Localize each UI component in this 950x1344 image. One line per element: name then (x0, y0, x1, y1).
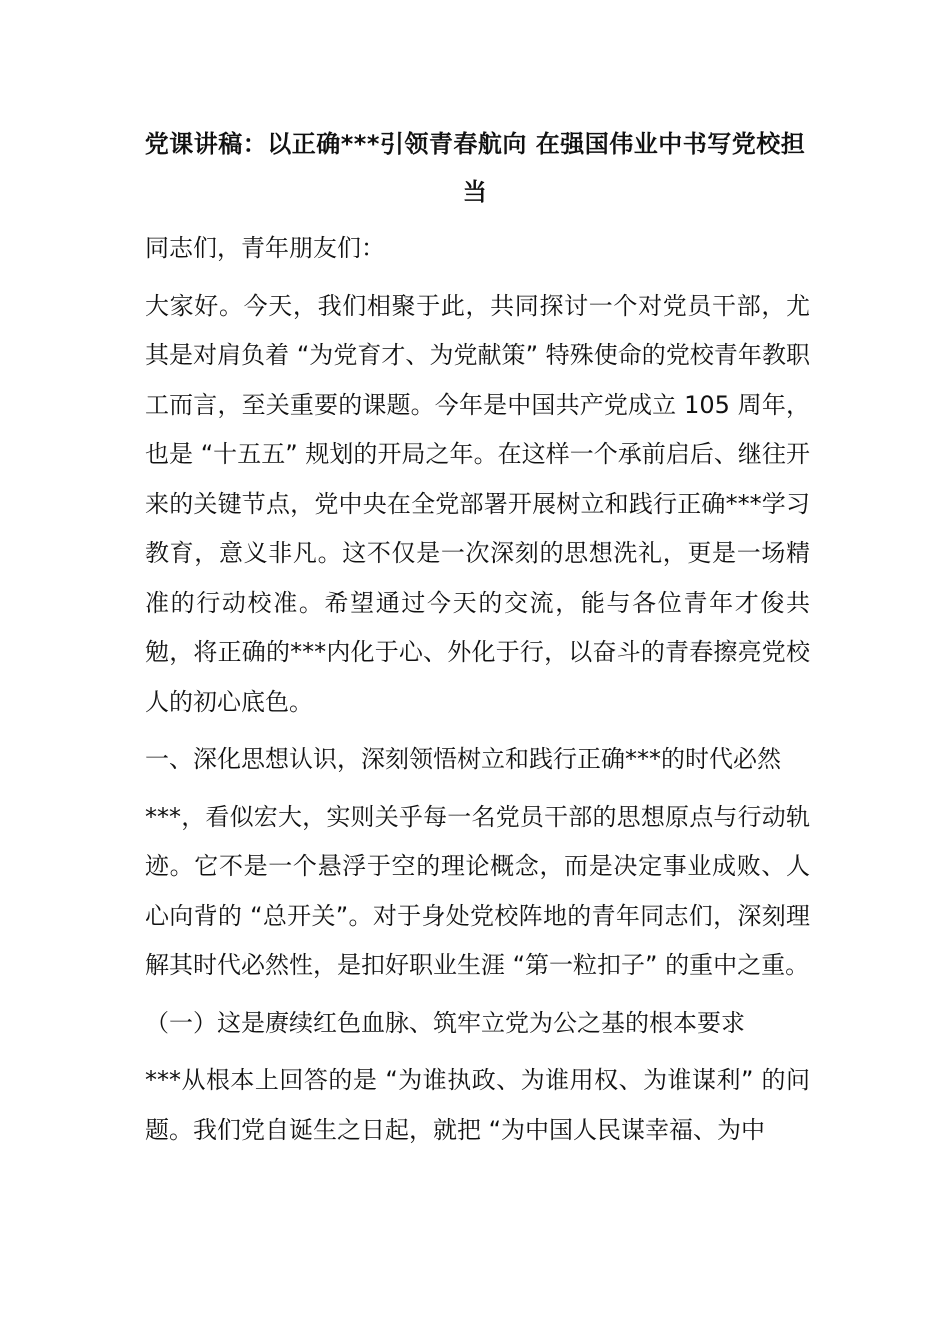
section-heading-1: 一、深化思想认识，深刻领悟树立和践行正确***的时代必然 (145, 745, 781, 773)
opening-paragraph: 大家好。今天，我们相聚于此，共同探讨一个对党员干部，尤其是对肩负着 “为党育才、为党献策” 特殊使命的党校青年教职工而言，至关重要的课题。今年是中国共产党成立 105 周年，也是 “十五五” 规划的开局之年。在这样一个承前启后、继往开来的关键节点，党中央在全党部署开展树立和践行正确***学习教育，意义非凡。这不仅是一次深刻的思想洗礼，更是一场精准的行动校准。希望通过今天的交流，能与各位青年才俊共勉，将正确的***内化于心、外化于行，以奋斗的青春擦亮党校人的初心底色。 (145, 291, 810, 716)
salutation-paragraph: 同志们，青年朋友们： (145, 234, 385, 262)
subsection-1-paragraph: ***从根本上回答的是 “为谁执政、为谁用权、为谁谋利” 的问题。我们党自诞生之日起，就把 “为中国人民谋幸福、为中 (145, 1066, 810, 1144)
document-body (145, 224, 810, 1163)
subsection-heading-1: （一）这是赓续红色血脉、筑牢立党为公之基的根本要求 (145, 1008, 745, 1037)
document-title: 党课讲稿：以正确***引领青春航向 在强国伟业中书写党校担当 (144, 130, 806, 206)
section-1-paragraph: ***，看似宏大，实则关乎每一名党员干部的思想原点与行动轨迹。它不是一个悬浮于空的理论概念，而是决定事业成败、人心向背的 “总开关”。对于身处党校阵地的青年同志们，深刻理解其时代必然性，是扣好职业生涯 “第一粒扣子” 的重中之重。 (145, 802, 810, 979)
